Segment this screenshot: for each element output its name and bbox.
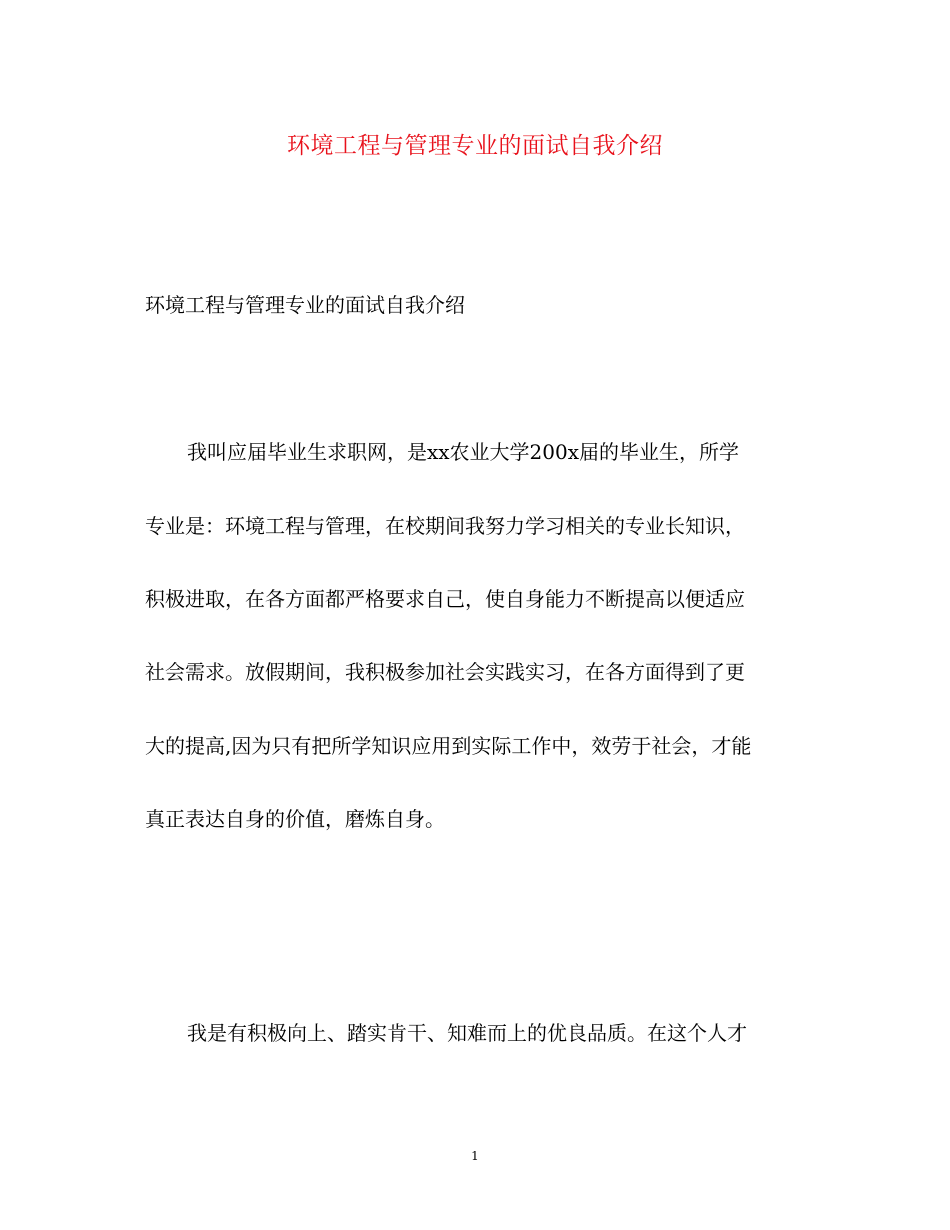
paragraph-1-line-6: 真正表达自身的价值，磨炼自身。 <box>145 807 445 831</box>
paragraph-1-line-2: 专业是：环境工程与管理，在校期间我努力学习相关的专业长知识， <box>145 514 745 538</box>
document-title: 环境工程与管理专业的面试自我介绍 <box>287 133 663 159</box>
page-number: 1 <box>471 1149 479 1163</box>
paragraph-2-line-1: 我是有积极向上、踏实肯干、知难而上的优良品质。在这个人才 <box>187 1021 747 1045</box>
paragraph-1-line-5: 大的提高,因为只有把所学知识应用到实际工作中，效劳于社会，才能 <box>145 734 752 758</box>
paragraph-1-line-1: 我叫应届毕业生求职网，是xx农业大学200x届的毕业生，所学 <box>187 440 740 464</box>
paragraph-1-line-4: 社会需求。放假期间，我积极参加社会实践实习，在各方面得到了更 <box>145 660 745 684</box>
paragraph-1-line-3: 积极进取，在各方面都严格要求自己，使自身能力不断提高以便适应 <box>145 587 745 611</box>
document-subtitle: 环境工程与管理专业的面试自我介绍 <box>145 293 465 317</box>
